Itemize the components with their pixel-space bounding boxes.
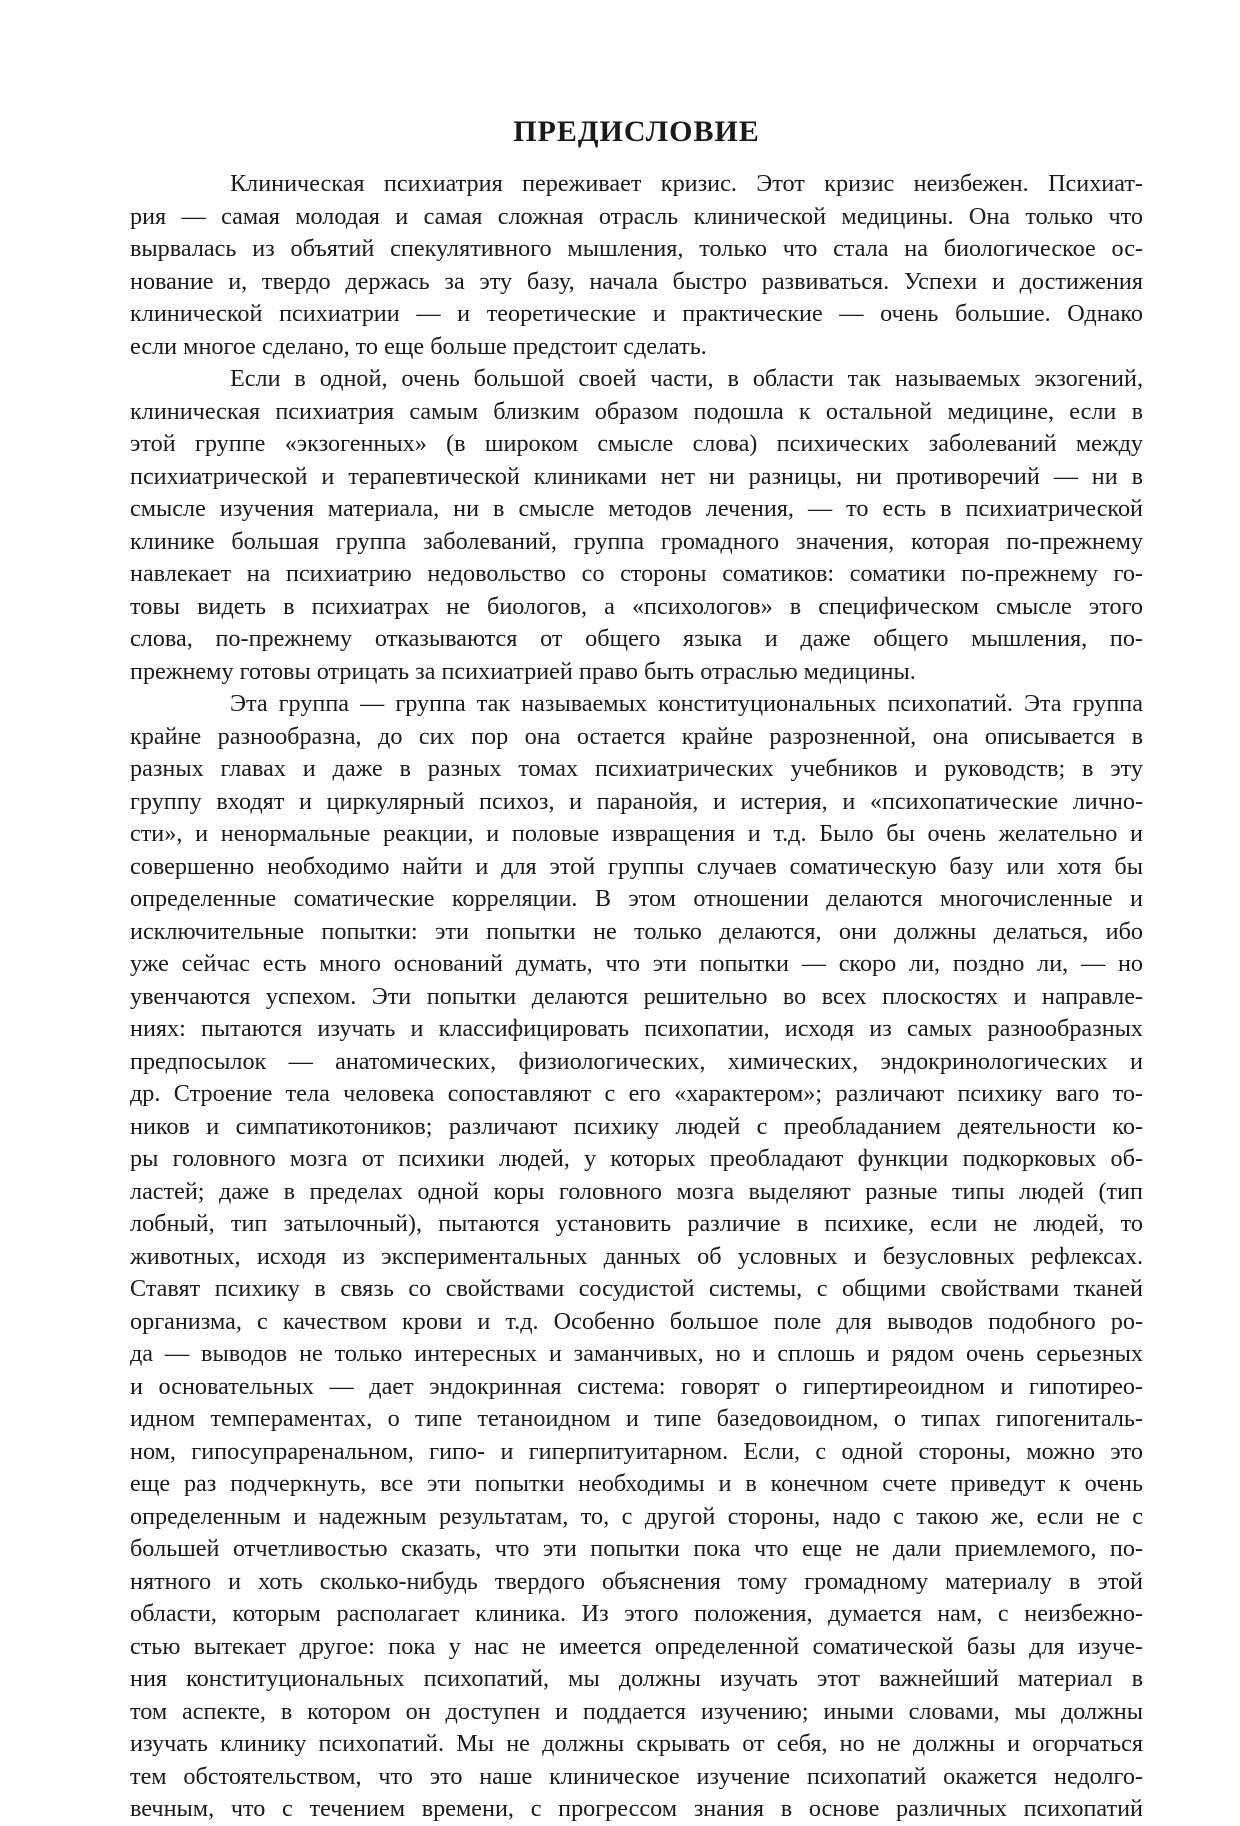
text-line: слова, по-прежнему отказываются от общего языка и даже общего мышления, по-: [130, 625, 1143, 652]
text-line: еще раз подчеркнуть, все эти попытки необходимы и в конечном счете приведут к очень: [130, 1470, 1143, 1497]
text-line: том аспекте, в котором он доступен и поддается изучению; иными словами, мы должны: [130, 1697, 1143, 1725]
text-line: этой группе «экзогенных» (в широком смысле слова) психических заболеваний между: [130, 430, 1143, 457]
text-line: исключительные попытки: эти попытки не только делаются, они должны делаться, ибо: [130, 917, 1143, 945]
text-line: совершенно необходимо найти и для этой группы случаев соматическую базу или хотя бы: [130, 852, 1143, 880]
text-line: разных главах и даже в разных томах психиатрических учебников и руководств; в эту: [130, 755, 1143, 782]
text-line: уже сейчас есть много оснований думать, что эти попытки — скоро ли, поздно ли, — но: [130, 950, 1143, 977]
text-line: Эта группа — группа так называемых конституциональных психопатий. Эта группа: [230, 690, 1143, 717]
text-line: нование и, твердо держась за эту базу, начала быстро развиваться. Успехи и достижения: [130, 267, 1143, 295]
text-line: тем обстоятельством, что это наше клиническое изучение психопатий окажется недолго-: [130, 1762, 1143, 1790]
text-line: если многое сделано, то еще больше предстоит сделать.: [130, 332, 707, 360]
text-line: и основательных — дает эндокринная система: говорят о гипертиреоидном и гипотирео-: [130, 1372, 1143, 1400]
page-title: ПРЕДИСЛОВИЕ: [513, 115, 760, 148]
body-text: [130, 168, 1143, 1826]
text-line: клинической психиатрии — и теоретические и практические — очень большие. Однако: [130, 300, 1143, 327]
paragraph: [130, 168, 1143, 363]
text-line: вечным, что с течением времени, с прогрессом знания в основе различных психопатий: [130, 1795, 1143, 1822]
paragraph: [130, 688, 1143, 1826]
text-line: клинике большая группа заболеваний, группа громадного значения, которая по-прежнему: [130, 527, 1143, 555]
text-line: лобный, тип затылочный), пытаются установить различие в психике, если не людей, то: [130, 1210, 1143, 1237]
text-line: ры головного мозга от психики людей, у которых преобладают функции подкорковых об-: [130, 1145, 1143, 1172]
text-line: сти», и ненормальные реакции, и половые извращения и т.д. Было бы очень желательно и: [130, 820, 1143, 847]
text-line: психиатрической и терапевтической клиниками нет ни разницы, ни противоречий — ни в: [130, 462, 1143, 490]
paragraph: [130, 363, 1143, 688]
text-line: ния конституциональных психопатий, мы должны изучать этот важнейший материал в: [130, 1665, 1143, 1692]
text-line: Ставят психику в связь со свойствами сосудистой системы, с общими свойствами тканей: [130, 1275, 1143, 1302]
text-line: клиническая психиатрия самым близким образом подошла к остальной медицине, если в: [130, 397, 1143, 425]
text-line: да — выводов не только интересных и заманчивых, но и сплошь и рядом очень серьезных: [130, 1340, 1143, 1367]
text-line: области, которым располагает клиника. Из этого положения, думается нам, с неизбежно-: [130, 1600, 1143, 1627]
text-line: рия — самая молодая и самая сложная отрасль клинической медицины. Она только что: [130, 202, 1143, 230]
text-line: смысле изучения материала, ни в смысле методов лечения, — то есть в психиатрической: [130, 495, 1143, 522]
text-line: др. Строение тела человека сопоставляют с его «характером»; различают психику ваго то-: [130, 1080, 1143, 1107]
text-line: увенчаются успехом. Эти попытки делаются решительно во всех плоскостях и направле-: [130, 982, 1143, 1010]
text-line: большей отчетливостью сказать, что эти попытки пока что еще не дали приемлемого, по-: [130, 1535, 1143, 1562]
text-line: изучать клинику психопатий. Мы не должны скрывать от себя, но не должны и огорчаться: [130, 1730, 1143, 1757]
text-line: ном, гипосупраренальном, гипо- и гиперпитуитарном. Если, с одной стороны, можно это: [130, 1437, 1143, 1465]
text-line: организма, с качеством крови и т.д. Особенно большое поле для выводов подобного ро-: [130, 1307, 1143, 1335]
text-line: навлекает на психиатрию недовольство со стороны соматиков: соматики по-прежнему го-: [130, 560, 1143, 587]
text-line: ников и симпатикотоников; различают психику людей с преобладанием деятельности ко-: [130, 1112, 1143, 1140]
text-line: определенным и надежным результатам, то, с другой стороны, надо с такою же, если не с: [130, 1502, 1143, 1530]
text-line: Если в одной, очень большой своей части, в области так называемых экзогений,: [230, 365, 1143, 392]
text-line: группу входят и циркулярный психоз, и паранойя, и истерия, и «психопатические лично-: [130, 787, 1143, 815]
text-line: товы видеть в психиатрах не биологов, а «психологов» в специфическом смысле этого: [130, 592, 1143, 620]
text-line: нятного и хоть сколько-нибудь твердого объяснения тому громадному материалу в этой: [130, 1567, 1143, 1595]
text-line: определенные соматические корреляции. В этом отношении делаются многочисленные и: [130, 885, 1143, 912]
text-line: крайне разнообразна, до сих пор она остается крайне разрозненной, она описывается в: [130, 722, 1143, 750]
text-line: Клиническая психиатрия переживает кризис. Этот кризис неизбежен. Психиат-: [230, 170, 1143, 197]
text-line: ластей; даже в пределах одной коры головного мозга выделяют разные типы людей (тип: [130, 1177, 1143, 1205]
text-line: стью вытекает другое: пока у нас не имеется определенной соматической базы для изуче-: [130, 1632, 1143, 1660]
text-line: прежнему готовы отрицать за психиатрией право быть отраслью медицины.: [130, 657, 916, 685]
text-line: вырвалась из объятий спекулятивного мышления, только что стала на биологическое ос-: [130, 235, 1143, 262]
text-line: животных, исходя из экспериментальных данных об условных и безусловных рефлексах.: [130, 1242, 1143, 1270]
text-line: предпосылок — анатомических, физиологических, химических, эндокринологических и: [130, 1047, 1143, 1075]
text-line: ниях: пытаются изучать и классифицировать психопатии, исходя из самых разнообразных: [130, 1015, 1143, 1042]
text-line: идном темпераментах, о типе тетаноидном и типе базедовоидном, о типах гипогениталь-: [130, 1405, 1143, 1432]
